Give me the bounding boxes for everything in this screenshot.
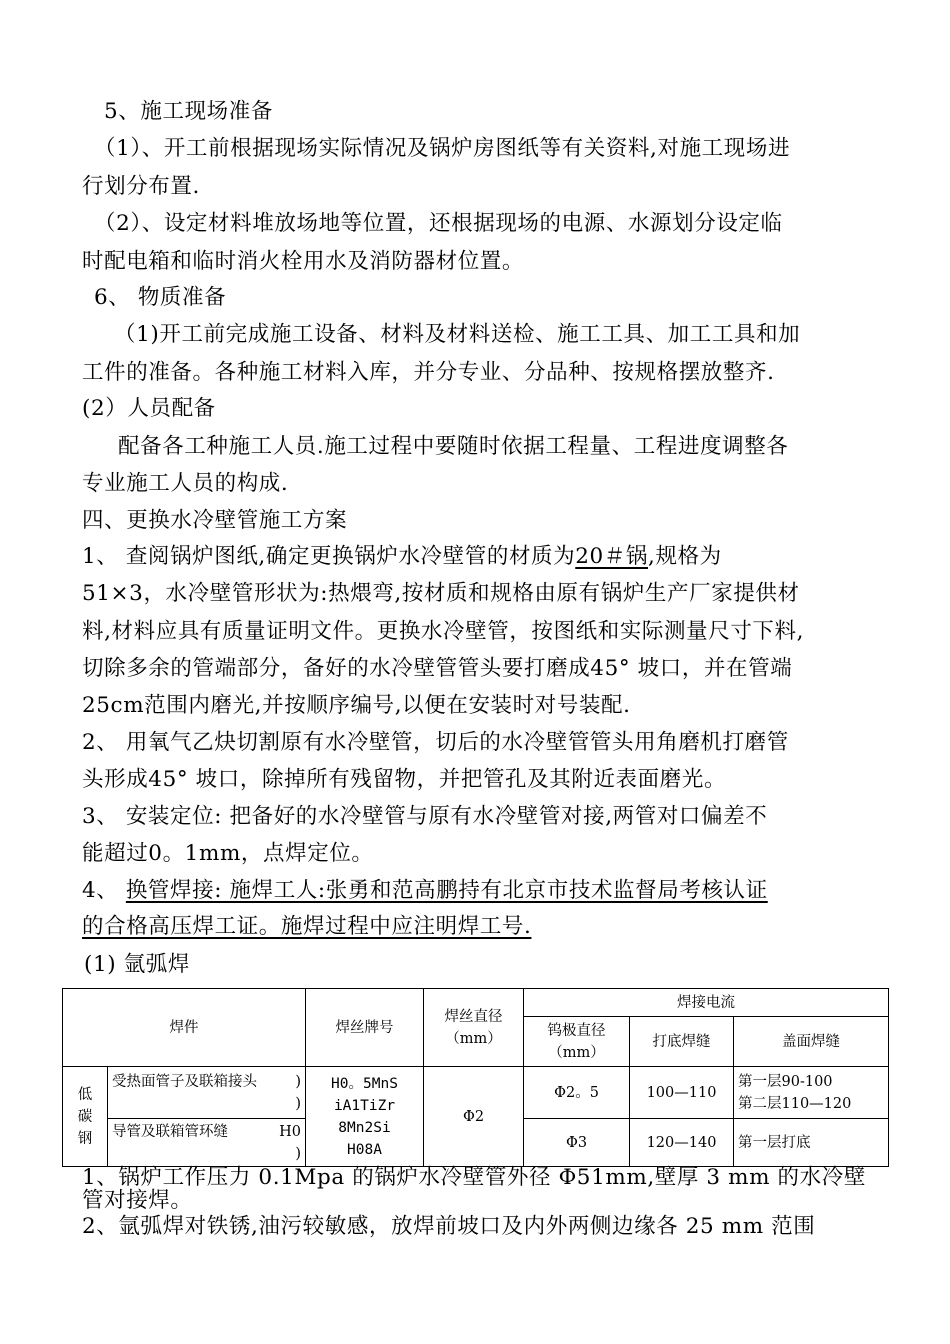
paragraph-line: 头形成45° 坡口，除掉所有残留物，并把管孔及其附近表面磨光。 — [82, 767, 727, 792]
header-electrode-diameter: 钨极直径（mm） — [524, 1017, 630, 1067]
material-low-carbon-steel — [63, 1067, 108, 1167]
row2-weldment — [108, 1119, 306, 1167]
row1-cover — [734, 1067, 889, 1119]
wire-grade-cell — [306, 1067, 424, 1167]
row2-cover: 第一层打底 — [734, 1119, 889, 1167]
row2-weldment-suffix2: ) — [295, 1145, 301, 1162]
paragraph-line: 切除多余的管端部分，备好的水冷壁管管头要打磨成45° 坡口，并在管端 — [82, 656, 793, 681]
header-weldment: 焊件 — [63, 989, 306, 1067]
wire-grade-line: H08A — [347, 1141, 382, 1158]
paragraph-line: 能超过0。1mm，点焊定位。 — [82, 841, 374, 866]
header-cover-weld: 盖面焊缝 — [734, 1017, 889, 1067]
paragraph-line: 料,材料应具有质量证明文件。更换水冷壁管，按图纸和实际测量尺寸下料, — [82, 619, 805, 644]
paragraph-line: 2、 用氧气乙炔切割原有水冷壁管，切后的水冷壁管管头用角磨机打磨管 — [82, 730, 789, 755]
paragraph-line: 工件的准备。各种施工材料入库，并分专业、分品种、按规格摆放整齐. — [82, 360, 775, 385]
material-char: 碳 — [77, 1108, 93, 1125]
header-root-weld: 打底焊缝 — [630, 1017, 734, 1067]
paragraph-line: 的合格高压焊工证。施焊过程中应注明焊工号. — [82, 914, 532, 939]
paragraph-line: （1)开工前完成施工设备、材料及材料送检、施工工具、加工工具和加 — [114, 322, 801, 347]
heading-site-preparation: 5、施工现场准备 — [104, 99, 273, 124]
row2-electrode: Φ3 — [524, 1119, 630, 1167]
paragraph-line: 3、 安装定位: 把备好的水冷壁管与原有水冷壁管对接,两管对口偏差不 — [82, 804, 768, 829]
paragraph-line — [82, 542, 722, 572]
welder-info: 换管焊接: 施焊工人:张勇和范高鹏持有北京市技术监督局考核认证 — [125, 878, 768, 903]
row2-weldment-label: 导管及联箱管环缝 — [112, 1123, 228, 1140]
row2-root: 120—140 — [630, 1119, 734, 1167]
material-grade: 20＃锅 — [575, 544, 649, 569]
material-char: 钢 — [77, 1130, 93, 1147]
step-text: ,规格为 — [648, 544, 722, 569]
note-line: 2、氩弧焊对铁锈,油污较敏感，放焊前坡口及内外两侧边缘各 25 mm 范围 — [82, 1214, 816, 1239]
wire-grade-line: H0。5MnS — [331, 1075, 398, 1092]
paragraph-line: 配备各工种施工人员.施工过程中要随时依据工程量、工程进度调整各 — [118, 434, 789, 459]
heading-material-preparation: 6、 物质准备 — [94, 285, 227, 310]
step-text: 1、 查阅锅炉图纸,确定更换锅炉水冷壁管的材质为 — [82, 544, 576, 569]
paragraph-line: 时配电箱和临时消火栓用水及消防器材位置。 — [82, 249, 525, 274]
note-line: 管对接焊。 — [82, 1188, 193, 1213]
row1-weldment-label: 受热面管子及联箱接头 — [112, 1073, 257, 1090]
paragraph-line: 行划分布置. — [82, 174, 200, 199]
paragraph-line: 51×3，水冷壁管形状为:热煨弯,按材质和规格由原有锅炉生产厂家提供材 — [82, 581, 800, 606]
paragraph-line: （1）、开工前根据现场实际情况及锅炉房图纸等有关资料,对施工现场进 — [94, 136, 791, 161]
row2-weldment-suffix: H0 — [279, 1123, 301, 1140]
step-number: 4、 — [82, 878, 126, 903]
note-line: 1、锅炉工作压力 0.1Mpa 的锅炉水冷壁管外径 Φ51mm,壁厚 3 mm 的水冷壁 — [82, 1165, 866, 1190]
material-char: 低 — [77, 1086, 93, 1103]
row1-cover-line2: 第二层110—120 — [738, 1095, 852, 1112]
wire-diameter-cell: Φ2 — [424, 1067, 524, 1167]
paragraph-line — [82, 876, 768, 906]
row1-electrode: Φ2。5 — [524, 1067, 630, 1119]
wire-grade-line: iA1TiZr — [333, 1097, 396, 1114]
row1-weldment-suffix2: ) — [295, 1095, 301, 1112]
row1-weldment-suffix: ) — [295, 1073, 301, 1090]
header-welding-current: 焊接电流 — [524, 989, 889, 1017]
wire-grade-line: 8Mn2Si — [338, 1119, 391, 1136]
row1-weldment — [108, 1067, 306, 1119]
row1-cover-line1: 第一层90-100 — [738, 1073, 833, 1090]
heading-argon-arc: (1) 氩弧焊 — [84, 952, 190, 977]
header-wire-grade: 焊丝牌号 — [306, 989, 424, 1067]
welding-parameters-table — [62, 988, 889, 1167]
heading-staffing: (2）人员配备 — [82, 396, 216, 421]
section-heading-water-wall: 四、更换水冷壁管施工方案 — [82, 508, 348, 533]
paragraph-line: （2）、设定材料堆放场地等位置，还根据现场的电源、水源划分设定临 — [94, 211, 783, 236]
header-wire-diameter: 焊丝直径（mm） — [424, 989, 524, 1067]
paragraph-line: 25cm范围内磨光,并按顺序编号,以便在安装时对号装配. — [82, 693, 631, 718]
row1-root: 100—110 — [630, 1067, 734, 1119]
paragraph-line: 专业施工人员的构成. — [82, 471, 289, 496]
